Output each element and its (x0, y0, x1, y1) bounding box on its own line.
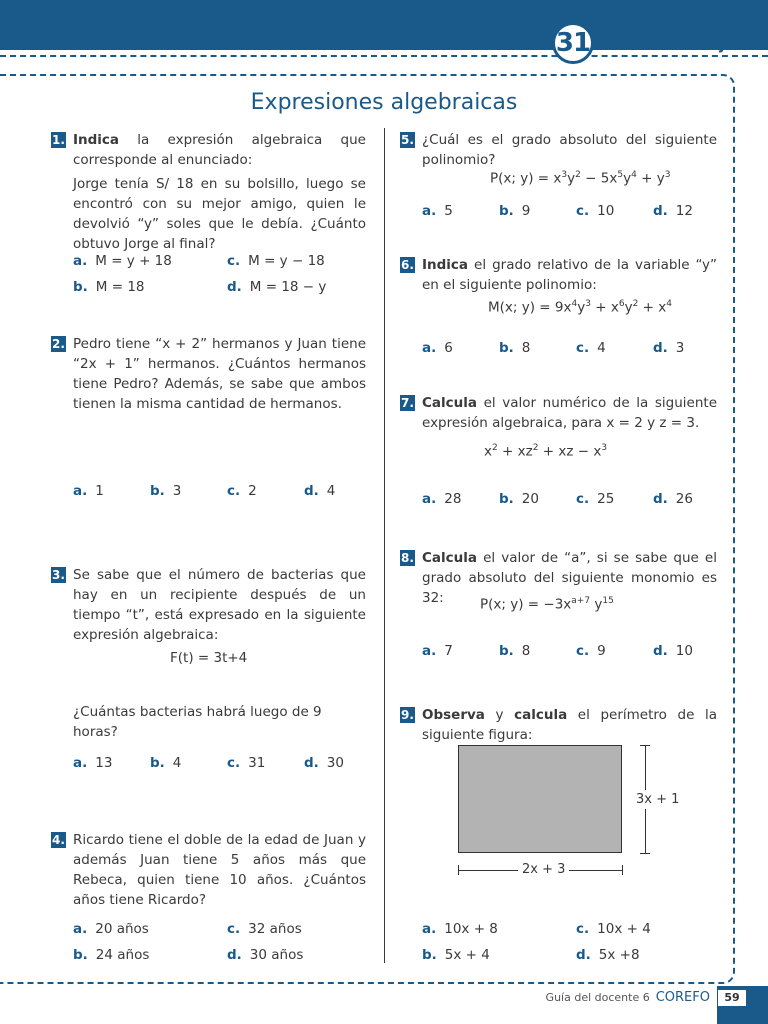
option-b[interactable]: b. 8 (499, 340, 531, 356)
question-4 (52, 830, 366, 910)
keyword: Indica (422, 257, 469, 273)
question-number: 1. (52, 133, 65, 147)
option-d[interactable]: d. M = 18 − y (227, 279, 327, 295)
keyword: Calcula (422, 550, 477, 566)
question-number: 2. (52, 337, 65, 351)
option-a[interactable]: a. M = y + 18 (73, 253, 172, 269)
question-5 (401, 130, 717, 170)
dimension-cap (640, 853, 650, 854)
page-title: Expresiones algebraicas (250, 90, 518, 115)
option-c[interactable]: c. 2 (227, 483, 257, 499)
option-b[interactable]: b. 9 (499, 203, 531, 219)
option-a[interactable]: a. 7 (422, 643, 453, 659)
option-a[interactable]: a. 6 (422, 340, 453, 356)
question-text: la expresión algebraica que corresponde al enunciado: (73, 132, 366, 168)
footer-guide: Guía del docente 6 (545, 991, 650, 1004)
question-text: el valor de “a”, si se sabe que el grado absoluto del siguiente monomio es 32: (422, 550, 717, 606)
option-c[interactable]: c. 10x + 4 (576, 921, 651, 937)
option-a[interactable]: a. 20 años (73, 921, 149, 937)
option-a[interactable]: a. 10x + 8 (422, 921, 498, 937)
top-dashed-line (0, 55, 768, 57)
worksheet-number-badge: 31 (552, 22, 594, 64)
option-c[interactable]: c. 31 (227, 755, 266, 771)
question-text: el valor numérico de la siguiente expresión algebraica, para x = 2 y z = 3. (422, 395, 717, 431)
option-b[interactable]: b. 24 años (73, 947, 150, 963)
option-a[interactable]: a. 28 (422, 491, 462, 507)
question-text: Ricardo tiene el doble de la edad de Juan y además Juan tiene 5 años más que Rebeca, quien tiene 10 años. ¿Cuántos años tiene Ricardo? (73, 832, 366, 908)
option-d[interactable]: d. 5x +8 (576, 947, 640, 963)
question-2 (52, 334, 366, 414)
equation: P(x; $y) = -3x^{a+7}$ $y^{15}$ (480, 596, 614, 613)
dimension-cap (458, 865, 459, 875)
footer (546, 990, 710, 1005)
equation: $x^2 + xz^2$ + xz − $x^3$ (484, 443, 608, 460)
dimension-cap (622, 865, 623, 875)
option-b[interactable]: b. 3 (150, 483, 182, 499)
question-6 (401, 255, 717, 295)
worksheet-label: Ficha de trabajo (595, 34, 736, 54)
question-text: el grado relativo de la variable “y” en el siguiente polinomio: (422, 257, 717, 293)
equation: F(t) = 3t+4 (170, 650, 248, 666)
question-text: ¿Cuál es el grado absoluto del siguiente polinomio? (422, 132, 717, 168)
footer-brand: COREFO (655, 990, 710, 1005)
option-d[interactable]: d. 3 (653, 340, 685, 356)
width-label: 2x + 3 (518, 862, 569, 877)
question-number: 4. (52, 833, 65, 847)
question-text: Pedro tiene “x + 2” hermanos y Juan tiene “2x + 1” hermanos. ¿Cuántos hermanos tiene Pedro? Además, se sabe que ambos tienen la misma cantidad de hermanos. (73, 336, 366, 412)
equation: M(x; $y) = 9x^4y^3 + x^6y^2 + x^4$ (488, 299, 672, 316)
height-label: 3x + 1 (636, 792, 680, 807)
question-text: el perímetro de la siguiente figura: (422, 707, 718, 743)
option-b[interactable]: b. 4 (150, 755, 182, 771)
option-c[interactable]: c. 10 (576, 203, 615, 219)
question-3-ask: ¿Cuántas bacterias habrá luego de 9 horas? (73, 704, 322, 740)
option-d[interactable]: d. 30 años (227, 947, 304, 963)
option-a[interactable]: a. 13 (73, 755, 113, 771)
question-text: Se sabe que el número de bacterias que hay en un recipiente después de un tiempo “t”, está expresado en la siguiente expresión algebraica: (73, 567, 366, 643)
option-c[interactable]: c. 25 (576, 491, 615, 507)
question-3 (52, 565, 366, 645)
option-a[interactable]: a. 1 (73, 483, 104, 499)
question-number: 6. (401, 258, 414, 272)
option-a[interactable]: a. 5 (422, 203, 453, 219)
option-c[interactable]: c. 32 años (227, 921, 302, 937)
keyword: Calcula (422, 395, 477, 411)
question-number: 7. (401, 396, 414, 410)
option-d[interactable]: d. 30 (304, 755, 344, 771)
question-number: 5. (401, 133, 414, 147)
question-9: 9. Observa y calcula el perímetro de la siguiente figura: (401, 707, 718, 743)
question-statement: Jorge tenía S/ 18 en su bolsillo, luego se encontró con su mejor amigo, quien le devolvió “y” soles que le debía. ¿Cuánto obtuvo Jorge al final? (73, 176, 366, 252)
option-d[interactable]: d. 12 (653, 203, 693, 219)
rectangle-figure (458, 745, 622, 853)
column-divider (384, 128, 385, 963)
option-c[interactable]: c. 9 (576, 643, 606, 659)
page-number: 59 (718, 990, 746, 1006)
option-b[interactable]: b. 5x + 4 (422, 947, 490, 963)
option-c[interactable]: c. 4 (576, 340, 606, 356)
option-d[interactable]: d. 4 (304, 483, 336, 499)
option-d[interactable]: d. 10 (653, 643, 693, 659)
option-b[interactable]: b. 8 (499, 643, 531, 659)
option-b[interactable]: b. 20 (499, 491, 539, 507)
option-d[interactable]: d. 26 (653, 491, 693, 507)
question-number: 8. (401, 551, 414, 565)
equation: P(x; $y) = x^3y^2 - 5x^5y^4 + y^3$ (490, 170, 671, 187)
keyword: Indica (73, 132, 120, 148)
dimension-cap (640, 745, 650, 746)
question-1 (52, 130, 366, 254)
option-b[interactable]: b. M = 18 (73, 279, 145, 295)
question-7 (401, 393, 717, 433)
question-number: 9. (401, 708, 414, 722)
option-c[interactable]: c. M = y − 18 (227, 253, 325, 269)
question-number: 3. (52, 568, 65, 582)
